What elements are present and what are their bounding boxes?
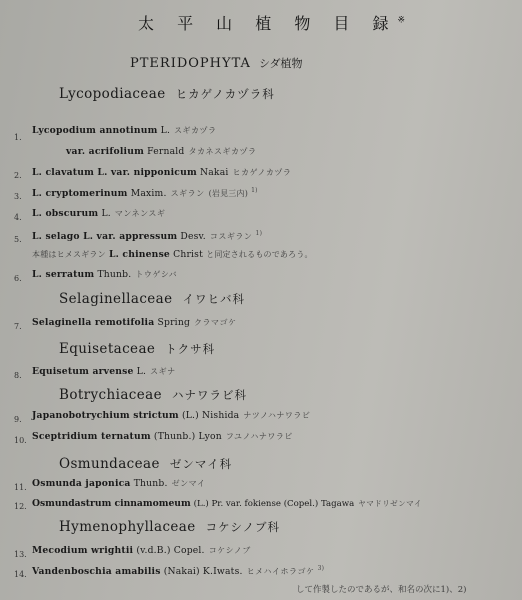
species-entry: Japanobotrychium strictum (L.) Nishida ナツノハナワラビ [32, 410, 311, 421]
species-entry: Equisetum arvense L. スギナ [32, 366, 176, 377]
family-heading: Selaginellaceae イワヒバ科 [59, 291, 246, 307]
entry-number: 7. [14, 322, 22, 331]
family-heading: Botrychiaceae ハナワラビ科 [59, 387, 247, 403]
species-note: 本種はヒメスギラン L. chinense Christ と同定されるものであろう。 [32, 249, 313, 260]
entry-number: 6. [14, 274, 22, 283]
division-name: PTERIDOPHYTA [130, 56, 251, 71]
page-title: 太 平 山 植 物 目 録※ [138, 14, 406, 33]
species-entry: Vandenboschia amabilis (Nakai) K.Iwats. ヒメハイホラゴケ $^{3)}$ [32, 565, 325, 578]
entry-number: 12. [14, 502, 27, 511]
title-footnote-mark: ※ [397, 15, 406, 26]
species-entry: L. selago L. var. appressum Desv. コスギラン $^{1)}$ [32, 230, 263, 243]
entry-number: 13. [14, 550, 27, 559]
family-heading: Hymenophyllaceae コケシノブ科 [59, 519, 280, 535]
family-heading: Equisetaceae トクサ科 [59, 341, 216, 357]
species-entry: Selaginella remotifolia Spring クラマゴケ [32, 317, 237, 328]
entry-number: 5. [14, 235, 22, 244]
entry-number: 14. [14, 570, 27, 579]
species-entry: Osmunda japonica Thunb. ゼンマイ [32, 478, 206, 489]
division-heading [130, 57, 303, 70]
entry-number: 4. [14, 213, 22, 222]
family-heading: Osmundaceae ゼンマイ科 [59, 456, 233, 472]
species-entry: Mecodium wrightii (v.d.B.) Copel. コケシノブ [32, 545, 251, 556]
entry-number: 3. [14, 192, 22, 201]
division-jp-name: シダ植物 [258, 57, 303, 70]
entry-number: 2. [14, 171, 22, 180]
species-entry: L. serratum Thunb. トウゲシバ [32, 269, 178, 280]
entry-number: 11. [14, 483, 27, 492]
species-entry: L. cryptomerinum Maxim. スギラン (岩見三内) $^{1)}$ [32, 187, 258, 200]
entry-number: 8. [14, 371, 22, 380]
species-entry: var. acrifolium Fernald タカネスギカヅラ [66, 146, 257, 157]
species-entry: Osmundastrum cinnamomeum (L.) Pr. var. fokiense (Copel.) Tagawa ヤマドリゼンマイ [32, 498, 423, 509]
species-entry: Sceptridium ternatum (Thunb.) Lyon フユノハナワラビ [32, 431, 293, 442]
species-entry: L. obscurum L. マンネンスギ [32, 208, 166, 219]
family-heading: Lycopodiaceae ヒカゲノカヅラ科 [59, 86, 275, 102]
entry-number: 9. [14, 415, 22, 424]
species-entry: Lycopodium annotinum L. スギカヅラ [32, 125, 217, 136]
entry-number: 1. [14, 133, 22, 142]
entry-number: 10. [14, 436, 27, 445]
cut-off-footer-text: して作製したのであるが、和名の次に1)、2) [296, 585, 467, 595]
species-entry: L. clavatum L. var. nipponicum Nakai ヒカゲノカヅラ [32, 167, 292, 178]
